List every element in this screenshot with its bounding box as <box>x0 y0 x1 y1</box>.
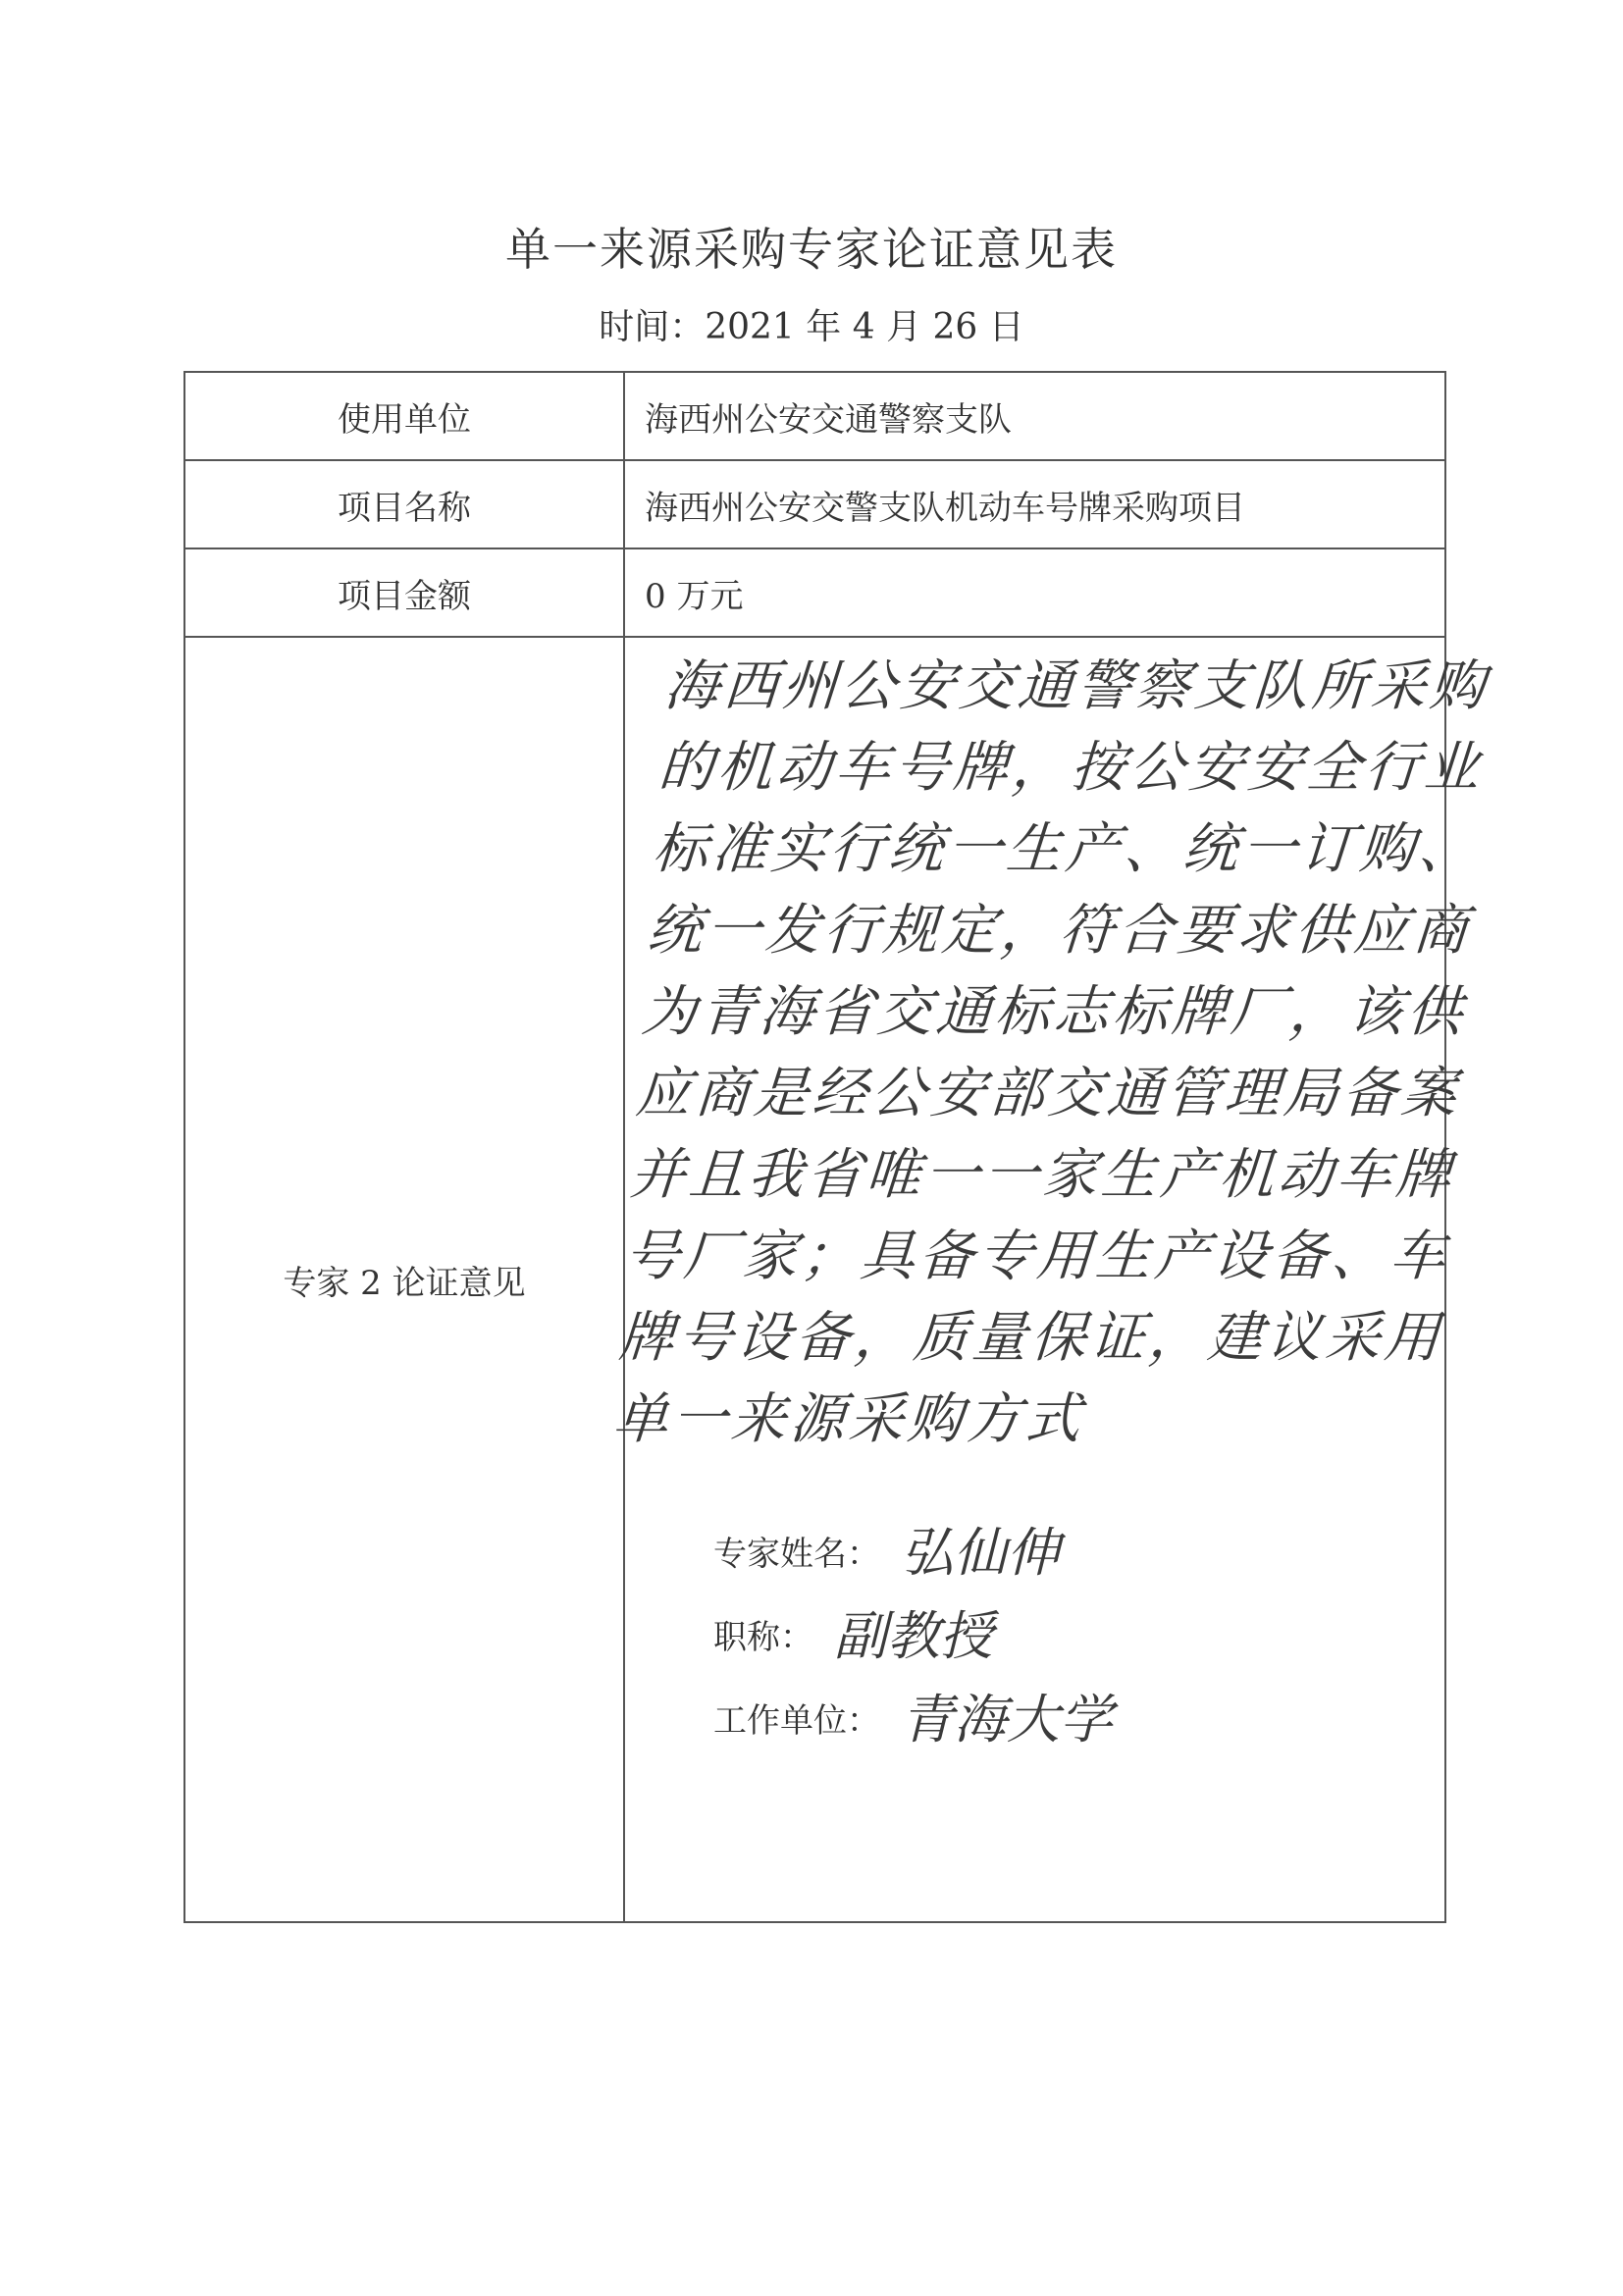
expert-employer-label: 工作单位： <box>713 1701 880 1741</box>
expert-name-label: 专家姓名： <box>713 1535 880 1574</box>
table-row-project-name <box>184 460 1445 548</box>
expert-employer-line <box>713 1678 1113 1753</box>
table-row-expert-opinion <box>184 637 1445 1922</box>
opinion-form-table <box>183 371 1492 1923</box>
expert-opinion-cell <box>610 637 1492 1922</box>
expert-title-line <box>713 1594 993 1670</box>
user-unit-label: 使用单位 <box>184 372 624 460</box>
project-name-label: 项目名称 <box>184 460 624 548</box>
expert-employer-value: 青海大学 <box>900 1689 1113 1750</box>
project-name-value: 海西州公安交警支队机动车号牌采购项目 <box>624 460 1445 548</box>
user-unit-value: 海西州公安交通警察支队 <box>624 372 1445 460</box>
project-amount-value: 0 万元 <box>624 548 1445 637</box>
expert-name-signature: 弘仙伸 <box>900 1522 1060 1584</box>
handwritten-opinion-text: 海西州公安交通警察支队所采购的机动车号牌，按公安安全行业标准实行统一生产、统一订购、统一发行规定，符合要求供应商为青海省交通标志标牌厂，该供应商是经公安部交通管理局备案并且我省唯一一家生产机动车牌号厂家；具备专用生产设备、车牌号设备，质量保证，建议采用单一来源采购方式 <box>610 654 1492 1451</box>
expert-name-line <box>713 1511 1060 1587</box>
table-row-user-unit <box>184 372 1445 460</box>
table-row-project-amount <box>184 548 1445 637</box>
project-amount-label: 项目金额 <box>184 548 624 637</box>
document-date: 时间：2021 年 4 月 26 日 <box>599 307 1024 347</box>
document-title: 单一来源采购专家论证意见表 <box>505 223 1118 276</box>
expert-opinion-label: 专家 2 论证意见 <box>184 637 624 1922</box>
expert-title-label: 职称： <box>713 1618 813 1657</box>
expert-title-value: 副教授 <box>833 1605 993 1667</box>
